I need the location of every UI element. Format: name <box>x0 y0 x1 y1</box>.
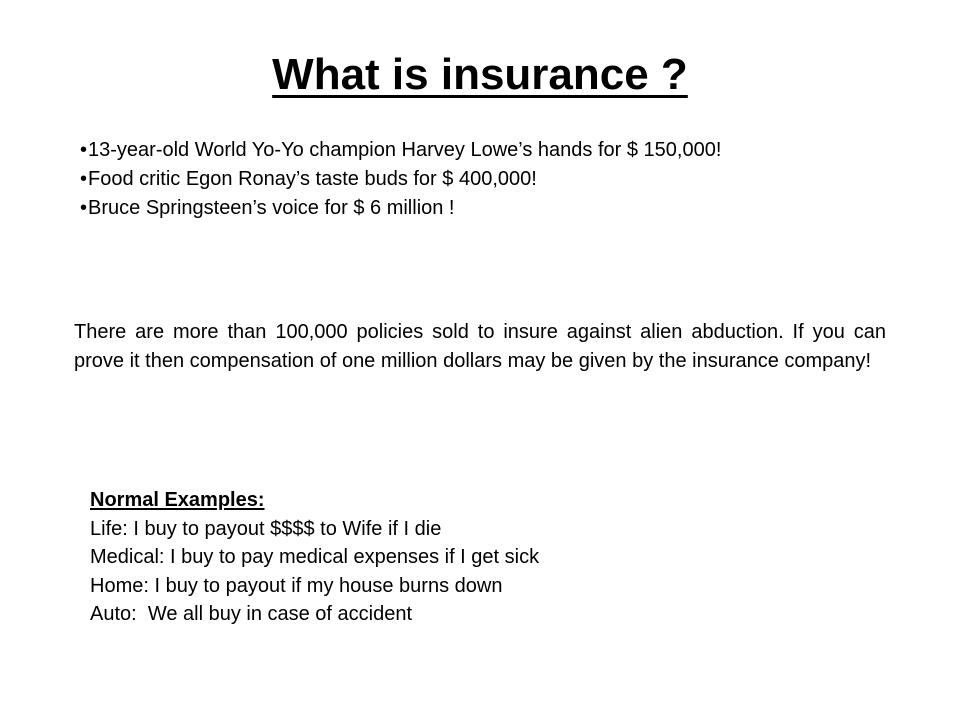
list-item <box>80 136 721 165</box>
example-line: Auto: We all buy in case of accident <box>90 603 413 625</box>
list-item <box>80 165 721 194</box>
list-item <box>80 194 721 223</box>
example-line: Medical: I buy to pay medical expenses if I get sick <box>90 546 540 568</box>
slide-title: What is insurance ? <box>272 50 688 99</box>
list-item-text: Bruce Springsteen’s voice for $ 6 million ! <box>88 197 455 219</box>
examples-heading: Normal Examples: <box>90 489 265 511</box>
bullet-icon: • <box>80 139 88 161</box>
normal-examples <box>90 486 539 629</box>
list-item-text: Food critic Egon Ronay’s taste buds for $ 400,000! <box>88 168 537 190</box>
list-item-text: 13-year-old World Yo-Yo champion Harvey Lowe’s hands for $ 150,000! <box>88 139 722 161</box>
example-line: Life: I buy to payout $$$$ to Wife if I die <box>90 517 442 540</box>
facts-list <box>80 136 721 223</box>
alien-abduction-paragraph: There are more than 100,000 policies sold to insure against alien abduction. If you can prove it then compensation of one million dollars may be given by the insurance company! <box>74 321 886 372</box>
bullet-icon: • <box>80 168 88 190</box>
example-line: Home: I buy to payout if my house burns down <box>90 574 503 597</box>
bullet-icon: • <box>80 197 88 219</box>
